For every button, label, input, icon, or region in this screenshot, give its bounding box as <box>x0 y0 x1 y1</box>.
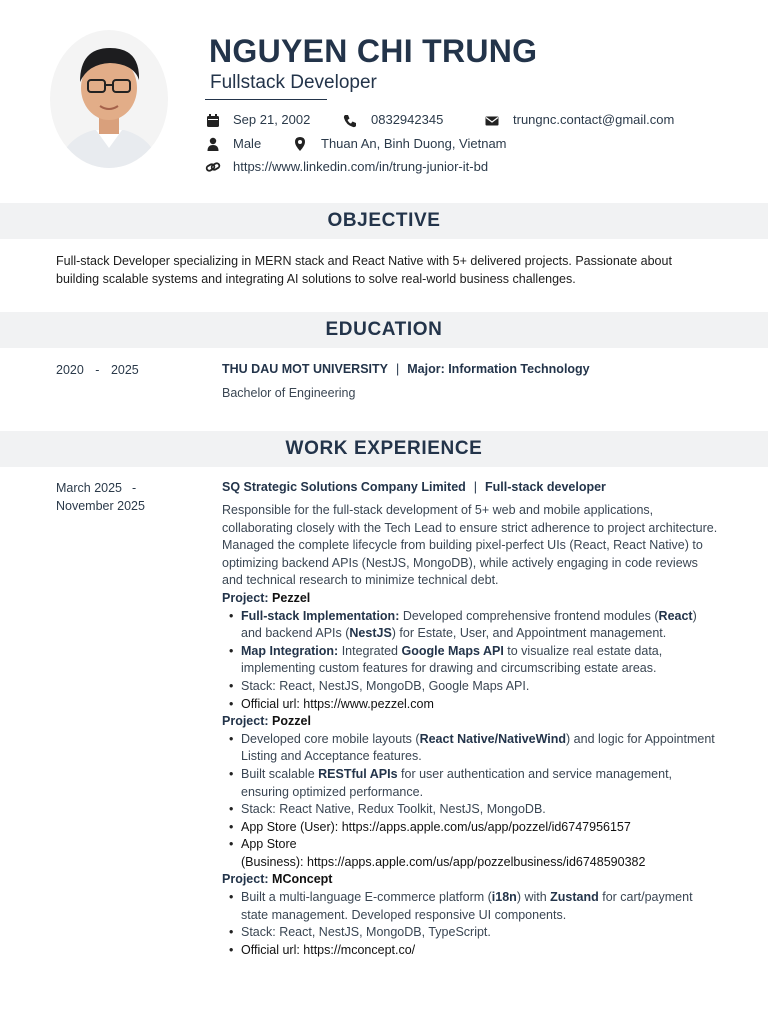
bullet-lead: Full-stack Implementation: <box>241 608 400 623</box>
store-url: (Business): https://apps.apple.com/us/app/pozzelbusiness/id6748590382 <box>241 854 646 869</box>
education-heading: EDUCATION <box>325 319 443 340</box>
gender: Male <box>233 136 262 151</box>
company-name: SQ Strategic Solutions Company Limited <box>222 480 466 494</box>
list-item <box>241 766 718 801</box>
app-store-user-link[interactable]: • App Store (User): https://apps.apple.com/us/app/pozzel/id6747956157 <box>241 819 718 837</box>
work-heading: WORK EXPERIENCE <box>285 438 483 459</box>
education-date-dash: - <box>95 363 100 377</box>
store-label: • App Store <box>241 837 297 852</box>
email-address[interactable]: trungnc.contact@gmail.com <box>513 112 675 127</box>
phone-number: 0832942345 <box>371 112 444 127</box>
calendar-icon <box>205 113 221 129</box>
bullet-text: for user authentication and service management, ensuring optimized performance. <box>241 766 673 799</box>
work-dates <box>56 479 145 515</box>
position: Full-stack developer <box>485 480 606 494</box>
bullet-text: for cart/payment state management. Developed responsive UI components. <box>241 890 693 922</box>
bullet-keyword: NestJS <box>349 626 392 641</box>
work-start: March 2025 <box>56 481 123 495</box>
education-school-line <box>222 362 590 376</box>
work-date-dash: - <box>132 481 137 495</box>
education-start: 2020 <box>56 363 84 377</box>
project-label: Project: <box>222 590 269 605</box>
user-icon <box>205 136 221 152</box>
project-name: Pozzel <box>272 714 311 729</box>
work-end: November 2025 <box>56 499 145 513</box>
link-icon <box>205 159 221 175</box>
list-item: • Stack: React Native, Redux Toolkit, NestJS, MongoDB. <box>241 801 718 819</box>
bullet-text: ) for Estate, User, and Appointment management. <box>391 626 667 641</box>
bullet-keyword: RESTful APIs <box>318 766 398 781</box>
bullet-lead: Map Integration: <box>241 643 339 658</box>
project-heading-mconcept <box>222 871 718 889</box>
education-band <box>0 312 768 348</box>
list-item <box>241 889 718 924</box>
objective-text: Full-stack Developer specializing in MERN stack and React Native with 5+ delivered projects. Passionate about building scalable systems and integrating AI solutions to solve real-world business challenges. <box>56 254 672 286</box>
school-name: THU DAU MOT UNIVERSITY <box>222 362 388 376</box>
objective-heading: OBJECTIVE <box>327 210 441 231</box>
education-end: 2025 <box>110 363 139 377</box>
list-item <box>241 731 718 766</box>
mail-icon <box>484 113 500 129</box>
major: Major: Information Technology <box>407 362 590 376</box>
birth-date: Sep 21, 2002 <box>233 112 311 127</box>
linkedin-link[interactable]: https://www.linkedin.com/in/trung-junior-it-bd <box>233 159 489 174</box>
project-heading-pezzel <box>222 590 718 608</box>
list-item: • Stack: React, NestJS, MongoDB, TypeScript. <box>241 924 718 942</box>
bullet-text: Integrated <box>338 643 402 658</box>
location-pin-icon <box>292 136 308 152</box>
bullet-keyword: Zustand <box>550 890 599 905</box>
location: Thuan An, Binh Duong, Vietnam <box>321 136 507 151</box>
project-label: Project: <box>222 872 269 887</box>
project-url[interactable]: • Official url: https://www.pezzel.com <box>241 696 718 714</box>
bullet-keyword: i18n <box>491 890 517 905</box>
phone-icon <box>342 113 358 129</box>
profile-photo <box>50 30 168 168</box>
project-bullets-pozzel <box>222 731 718 872</box>
bullet-text: to visualize real estate data, implementing custom features for drawing and circumscribing estate areas. <box>241 643 663 676</box>
work-summary: Responsible for the full-stack development of 5+ web and mobile applications, collaborating closely with the Tech Lead to ensure strict adherence to project architecture. Managed the complete lifecycle from building pixel-perfect UIs (React, React Native) to optimizing backend APIs (NestJS, MongoDB), while actively engaging in code reviews and technical research to minimize technical debt. <box>222 503 718 588</box>
candidate-role: Fullstack Developer <box>210 72 377 93</box>
project-label: Project: <box>222 714 269 729</box>
work-band <box>0 431 768 467</box>
bullet-text: Developed comprehensive frontend modules ( <box>399 608 659 623</box>
list-item <box>241 643 718 678</box>
role-divider <box>205 99 327 100</box>
project-url[interactable]: • Official url: https://mconcept.co/ <box>241 942 718 960</box>
work-details <box>222 502 718 959</box>
list-item: • Stack: React, NestJS, MongoDB, Google Maps API. <box>241 678 718 696</box>
degree: Bachelor of Engineering <box>222 386 356 400</box>
app-store-business-link[interactable] <box>241 836 718 871</box>
project-name: MConcept <box>272 872 333 887</box>
project-name: Pezzel <box>272 590 311 605</box>
bullet-text: Developed core mobile layouts ( <box>241 731 420 746</box>
bullet-text: Built scalable <box>241 766 319 781</box>
project-bullets-pezzel <box>222 608 718 714</box>
company-separator: | <box>473 480 478 494</box>
bullet-keyword: Google Maps API <box>401 643 504 658</box>
bullet-keyword: React Native/NativeWind <box>419 731 567 746</box>
list-item <box>241 608 718 643</box>
candidate-name: NGUYEN CHI TRUNG <box>209 33 538 69</box>
project-bullets-mconcept <box>222 889 718 959</box>
bullet-text: ) and logic for Appointment Listing and Acceptance features. <box>241 731 715 764</box>
bullet-text: Built a multi-language E-commerce platform ( <box>241 890 492 905</box>
project-heading-pozzel <box>222 713 718 731</box>
work-company-line <box>222 480 606 494</box>
objective-band <box>0 203 768 239</box>
education-dates <box>56 361 139 379</box>
school-separator: | <box>395 362 400 376</box>
bullet-text: ) and backend APIs ( <box>241 608 697 641</box>
bullet-text: ) with <box>516 890 551 905</box>
bullet-keyword: React <box>658 608 693 623</box>
